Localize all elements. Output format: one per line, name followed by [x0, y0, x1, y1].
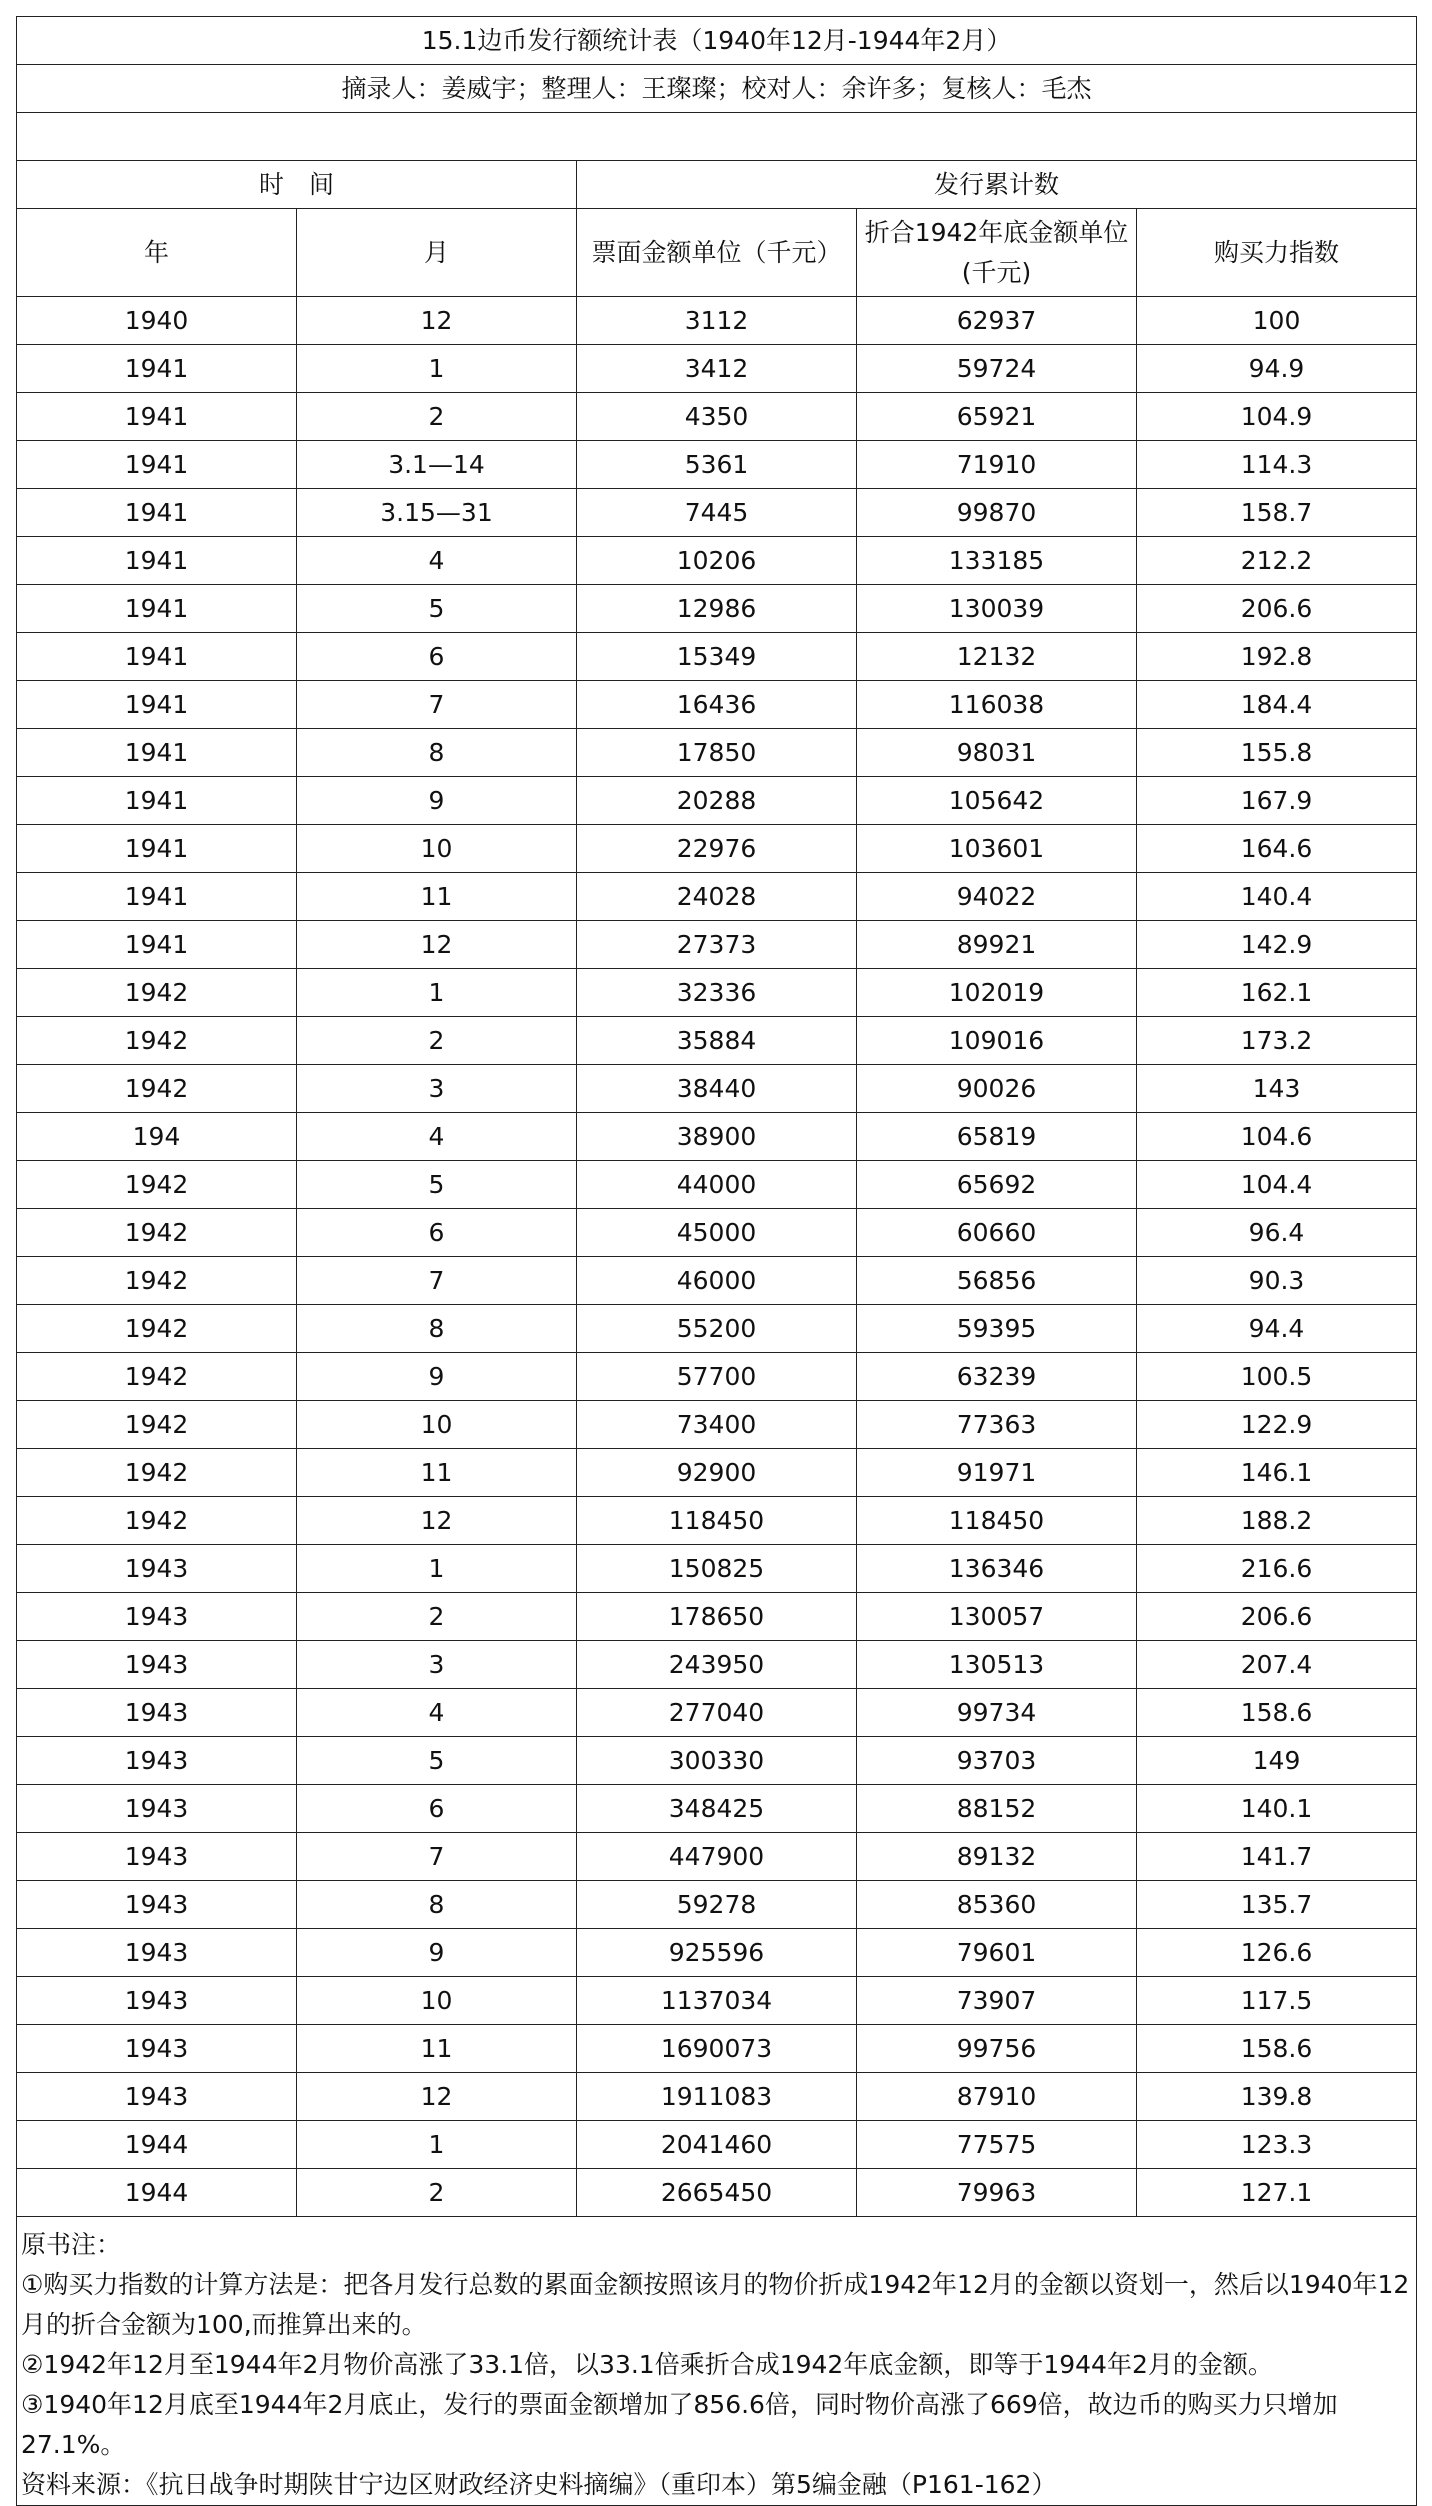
cell-month: 3.1—14: [297, 441, 577, 489]
cell-year: 1942: [17, 1353, 297, 1401]
cell-converted-value: 94022: [857, 873, 1137, 921]
cell-face-value: 2665450: [577, 2169, 857, 2217]
cell-face-value: 22976: [577, 825, 857, 873]
table-row: [17, 1257, 1417, 1305]
table-row: [17, 633, 1417, 681]
cell-purchasing-power-index: 158.6: [1137, 1689, 1417, 1737]
cell-month: 1: [297, 1545, 577, 1593]
cell-purchasing-power-index: 90.3: [1137, 1257, 1417, 1305]
cell-month: 4: [297, 1113, 577, 1161]
cell-converted-value: 90026: [857, 1065, 1137, 1113]
cell-converted-value: 130057: [857, 1593, 1137, 1641]
cell-year: 1942: [17, 1401, 297, 1449]
table-row: [17, 1785, 1417, 1833]
cell-month: 11: [297, 1449, 577, 1497]
cell-month: 10: [297, 825, 577, 873]
cell-converted-value: 118450: [857, 1497, 1137, 1545]
cell-purchasing-power-index: 184.4: [1137, 681, 1417, 729]
cell-purchasing-power-index: 114.3: [1137, 441, 1417, 489]
cell-face-value: 46000: [577, 1257, 857, 1305]
cell-year: 1943: [17, 1833, 297, 1881]
header-time: 时 间: [17, 161, 577, 209]
table-row: [17, 921, 1417, 969]
table-row: [17, 1161, 1417, 1209]
cell-purchasing-power-index: 207.4: [1137, 1641, 1417, 1689]
cell-purchasing-power-index: 94.9: [1137, 345, 1417, 393]
cell-converted-value: 65819: [857, 1113, 1137, 1161]
note-3: ③1940年12月底至1944年2月底止，发行的票面金额增加了856.6倍，同时物价高涨了669倍，故边币的购买力只增加27.1%。: [21, 2390, 1338, 2459]
cell-year: 1942: [17, 1497, 297, 1545]
table-row: [17, 1017, 1417, 1065]
header-year: 年: [17, 209, 297, 297]
note-2: ②1942年12月至1944年2月物价高涨了33.1倍，以33.1倍乘折合成1942年底金额，即等于1944年2月的金额。: [21, 2350, 1273, 2379]
cell-year: 1942: [17, 1257, 297, 1305]
cell-month: 5: [297, 585, 577, 633]
cell-purchasing-power-index: 127.1: [1137, 2169, 1417, 2217]
table-row: [17, 1353, 1417, 1401]
cell-purchasing-power-index: 146.1: [1137, 1449, 1417, 1497]
cell-converted-value: 91971: [857, 1449, 1137, 1497]
cell-converted-value: 65921: [857, 393, 1137, 441]
cell-year: 1943: [17, 1689, 297, 1737]
cell-month: 5: [297, 1161, 577, 1209]
cell-converted-value: 89921: [857, 921, 1137, 969]
table-row: [17, 1497, 1417, 1545]
table-row: [17, 969, 1417, 1017]
table-row: [17, 393, 1417, 441]
cell-month: 9: [297, 1929, 577, 1977]
cell-year: 1941: [17, 585, 297, 633]
table-row: [17, 1209, 1417, 1257]
table-row: [17, 2169, 1417, 2217]
cell-month: 2: [297, 2169, 577, 2217]
cell-converted-value: 133185: [857, 537, 1137, 585]
cell-month: 7: [297, 1257, 577, 1305]
cell-year: 1941: [17, 729, 297, 777]
cell-face-value: 10206: [577, 537, 857, 585]
cell-face-value: 38900: [577, 1113, 857, 1161]
cell-face-value: 300330: [577, 1737, 857, 1785]
cell-converted-value: 62937: [857, 297, 1137, 345]
cell-face-value: 55200: [577, 1305, 857, 1353]
table-row: [17, 489, 1417, 537]
cell-purchasing-power-index: 104.9: [1137, 393, 1417, 441]
cell-converted-value: 105642: [857, 777, 1137, 825]
table-row: [17, 1113, 1417, 1161]
cell-converted-value: 12132: [857, 633, 1137, 681]
cell-converted-value: 87910: [857, 2073, 1137, 2121]
note-1: ①购买力指数的计算方法是：把各月发行总数的累面金额按照该月的物价折成1942年12月的金额以资划一，然后以1940年12月的折合金额为100,而推算出来的。: [21, 2270, 1410, 2339]
cell-year: 1942: [17, 969, 297, 1017]
cell-face-value: 16436: [577, 681, 857, 729]
table-row: [17, 1737, 1417, 1785]
cell-purchasing-power-index: 142.9: [1137, 921, 1417, 969]
cell-purchasing-power-index: 122.9: [1137, 1401, 1417, 1449]
cell-purchasing-power-index: 206.6: [1137, 585, 1417, 633]
cell-face-value: 59278: [577, 1881, 857, 1929]
table-row: [17, 537, 1417, 585]
cell-face-value: 348425: [577, 1785, 857, 1833]
table-row: [17, 1305, 1417, 1353]
cell-month: 2: [297, 1017, 577, 1065]
cell-month: 7: [297, 1833, 577, 1881]
cell-month: 10: [297, 1401, 577, 1449]
table-row: [17, 585, 1417, 633]
cell-purchasing-power-index: 139.8: [1137, 2073, 1417, 2121]
cell-converted-value: 60660: [857, 1209, 1137, 1257]
cell-converted-value: 65692: [857, 1161, 1137, 1209]
table-row: [17, 2025, 1417, 2073]
cell-converted-value: 130039: [857, 585, 1137, 633]
cell-year: 1942: [17, 1449, 297, 1497]
cell-purchasing-power-index: 192.8: [1137, 633, 1417, 681]
cell-converted-value: 99734: [857, 1689, 1137, 1737]
cell-month: 9: [297, 1353, 577, 1401]
cell-purchasing-power-index: 141.7: [1137, 1833, 1417, 1881]
cell-face-value: 4350: [577, 393, 857, 441]
cell-purchasing-power-index: 149: [1137, 1737, 1417, 1785]
cell-face-value: 447900: [577, 1833, 857, 1881]
cell-face-value: 44000: [577, 1161, 857, 1209]
cell-purchasing-power-index: 123.3: [1137, 2121, 1417, 2169]
cell-converted-value: 116038: [857, 681, 1137, 729]
cell-face-value: 73400: [577, 1401, 857, 1449]
cell-year: 1942: [17, 1017, 297, 1065]
cell-face-value: 3412: [577, 345, 857, 393]
cell-year: 1944: [17, 2169, 297, 2217]
cell-year: 1941: [17, 921, 297, 969]
table-row: [17, 1545, 1417, 1593]
cell-converted-value: 59395: [857, 1305, 1137, 1353]
cell-purchasing-power-index: 206.6: [1137, 1593, 1417, 1641]
cell-converted-value: 103601: [857, 825, 1137, 873]
credits-line: 摘录人：姜威宇；整理人：王璨璨；校对人：余许多；复核人：毛杰: [17, 65, 1417, 113]
cell-month: 4: [297, 537, 577, 585]
cell-month: 10: [297, 1977, 577, 2025]
cell-year: 1943: [17, 1881, 297, 1929]
cell-month: 7: [297, 681, 577, 729]
cell-face-value: 277040: [577, 1689, 857, 1737]
cell-purchasing-power-index: 164.6: [1137, 825, 1417, 873]
cell-converted-value: 77575: [857, 2121, 1137, 2169]
cell-face-value: 92900: [577, 1449, 857, 1497]
cell-month: 6: [297, 1785, 577, 1833]
cell-month: 6: [297, 633, 577, 681]
cell-face-value: 20288: [577, 777, 857, 825]
cell-year: 1941: [17, 441, 297, 489]
cell-face-value: 57700: [577, 1353, 857, 1401]
cell-month: 4: [297, 1689, 577, 1737]
cell-year: 1942: [17, 1065, 297, 1113]
cell-year: 1943: [17, 1641, 297, 1689]
cell-year: 1943: [17, 2025, 297, 2073]
cell-year: 1941: [17, 873, 297, 921]
cell-year: 1943: [17, 2073, 297, 2121]
cell-face-value: 7445: [577, 489, 857, 537]
cell-converted-value: 93703: [857, 1737, 1137, 1785]
table-row: [17, 681, 1417, 729]
table-row: [17, 2121, 1417, 2169]
cell-purchasing-power-index: 100: [1137, 297, 1417, 345]
cell-month: 3.15—31: [297, 489, 577, 537]
cell-face-value: 1137034: [577, 1977, 857, 2025]
table-row: [17, 729, 1417, 777]
cell-purchasing-power-index: 140.4: [1137, 873, 1417, 921]
cell-purchasing-power-index: 216.6: [1137, 1545, 1417, 1593]
cell-year: 1943: [17, 1977, 297, 2025]
cell-face-value: 24028: [577, 873, 857, 921]
table-row: [17, 1977, 1417, 2025]
cell-year: 194: [17, 1113, 297, 1161]
cell-face-value: 15349: [577, 633, 857, 681]
cell-year: 1941: [17, 633, 297, 681]
table-row: [17, 1065, 1417, 1113]
cell-month: 12: [297, 921, 577, 969]
header-cumulative: 发行累计数: [577, 161, 1417, 209]
table-title: 15.1边币发行额统计表（1940年12月-1944年2月）: [17, 17, 1417, 65]
table-row: [17, 1689, 1417, 1737]
notes-cell: [17, 2217, 1417, 2506]
table-row: [17, 297, 1417, 345]
header-face-value: 票面金额单位（千元）: [577, 209, 857, 297]
cell-month: 11: [297, 873, 577, 921]
cell-converted-value: 98031: [857, 729, 1137, 777]
cell-face-value: 32336: [577, 969, 857, 1017]
cell-year: 1941: [17, 681, 297, 729]
cell-face-value: 2041460: [577, 2121, 857, 2169]
cell-face-value: 45000: [577, 1209, 857, 1257]
cell-month: 11: [297, 2025, 577, 2073]
table-row: [17, 1593, 1417, 1641]
blank-row: [17, 113, 1417, 161]
cell-purchasing-power-index: 158.7: [1137, 489, 1417, 537]
table-row: [17, 1641, 1417, 1689]
cell-converted-value: 85360: [857, 1881, 1137, 1929]
cell-year: 1943: [17, 1593, 297, 1641]
source-note: 资料来源：《抗日战争时期陕甘宁边区财政经济史料摘编》（重印本）第5编金融（P161-162）: [21, 2470, 1057, 2499]
cell-face-value: 3112: [577, 297, 857, 345]
cell-purchasing-power-index: 158.6: [1137, 2025, 1417, 2073]
cell-purchasing-power-index: 94.4: [1137, 1305, 1417, 1353]
cell-purchasing-power-index: 126.6: [1137, 1929, 1417, 1977]
cell-purchasing-power-index: 143: [1137, 1065, 1417, 1113]
cell-converted-value: 99870: [857, 489, 1137, 537]
cell-purchasing-power-index: 100.5: [1137, 1353, 1417, 1401]
table-row: [17, 825, 1417, 873]
table-row: [17, 2073, 1417, 2121]
cell-month: 3: [297, 1641, 577, 1689]
cell-face-value: 243950: [577, 1641, 857, 1689]
cell-converted-value: 79963: [857, 2169, 1137, 2217]
cell-month: 9: [297, 777, 577, 825]
cell-purchasing-power-index: 188.2: [1137, 1497, 1417, 1545]
header-month: 月: [297, 209, 577, 297]
cell-year: 1942: [17, 1209, 297, 1257]
cell-purchasing-power-index: 104.4: [1137, 1161, 1417, 1209]
table-row: [17, 873, 1417, 921]
cell-month: 8: [297, 729, 577, 777]
cell-year: 1941: [17, 777, 297, 825]
cell-converted-value: 71910: [857, 441, 1137, 489]
cell-year: 1940: [17, 297, 297, 345]
cell-month: 8: [297, 1881, 577, 1929]
cell-converted-value: 73907: [857, 1977, 1137, 2025]
cell-purchasing-power-index: 140.1: [1137, 1785, 1417, 1833]
cell-year: 1941: [17, 393, 297, 441]
cell-purchasing-power-index: 162.1: [1137, 969, 1417, 1017]
cell-month: 2: [297, 393, 577, 441]
cell-face-value: 178650: [577, 1593, 857, 1641]
cell-face-value: 118450: [577, 1497, 857, 1545]
cell-converted-value: 99756: [857, 2025, 1137, 2073]
issuance-statistics-table: [16, 16, 1417, 2506]
cell-month: 1: [297, 969, 577, 1017]
notes-heading: 原书注：: [21, 2230, 122, 2259]
table-row: [17, 1881, 1417, 1929]
cell-year: 1943: [17, 1737, 297, 1785]
cell-month: 5: [297, 1737, 577, 1785]
cell-purchasing-power-index: 173.2: [1137, 1017, 1417, 1065]
cell-year: 1942: [17, 1305, 297, 1353]
cell-year: 1943: [17, 1545, 297, 1593]
cell-converted-value: 59724: [857, 345, 1137, 393]
cell-converted-value: 89132: [857, 1833, 1137, 1881]
cell-year: 1943: [17, 1785, 297, 1833]
cell-face-value: 35884: [577, 1017, 857, 1065]
table-row: [17, 1449, 1417, 1497]
cell-converted-value: 136346: [857, 1545, 1137, 1593]
table-row: [17, 1929, 1417, 1977]
cell-face-value: 17850: [577, 729, 857, 777]
header-purchasing-power-index: 购买力指数: [1137, 209, 1417, 297]
cell-year: 1944: [17, 2121, 297, 2169]
cell-face-value: 5361: [577, 441, 857, 489]
cell-purchasing-power-index: 135.7: [1137, 1881, 1417, 1929]
cell-purchasing-power-index: 117.5: [1137, 1977, 1417, 2025]
cell-month: 2: [297, 1593, 577, 1641]
cell-purchasing-power-index: 167.9: [1137, 777, 1417, 825]
cell-face-value: 1911083: [577, 2073, 857, 2121]
cell-month: 12: [297, 297, 577, 345]
cell-year: 1942: [17, 1161, 297, 1209]
cell-year: 1941: [17, 537, 297, 585]
cell-year: 1941: [17, 489, 297, 537]
cell-month: 3: [297, 1065, 577, 1113]
cell-face-value: 150825: [577, 1545, 857, 1593]
table-row: [17, 441, 1417, 489]
cell-purchasing-power-index: 212.2: [1137, 537, 1417, 585]
cell-converted-value: 77363: [857, 1401, 1137, 1449]
cell-converted-value: 88152: [857, 1785, 1137, 1833]
cell-purchasing-power-index: 104.6: [1137, 1113, 1417, 1161]
header-converted-value: 折合1942年底金额单位(千元): [857, 209, 1137, 297]
cell-month: 1: [297, 345, 577, 393]
cell-face-value: 12986: [577, 585, 857, 633]
cell-month: 6: [297, 1209, 577, 1257]
cell-converted-value: 79601: [857, 1929, 1137, 1977]
cell-converted-value: 130513: [857, 1641, 1137, 1689]
table-row: [17, 1833, 1417, 1881]
cell-year: 1941: [17, 825, 297, 873]
table-row: [17, 345, 1417, 393]
cell-face-value: 1690073: [577, 2025, 857, 2073]
cell-face-value: 38440: [577, 1065, 857, 1113]
cell-month: 12: [297, 1497, 577, 1545]
cell-purchasing-power-index: 155.8: [1137, 729, 1417, 777]
cell-converted-value: 109016: [857, 1017, 1137, 1065]
table-row: [17, 777, 1417, 825]
cell-month: 12: [297, 2073, 577, 2121]
cell-month: 1: [297, 2121, 577, 2169]
cell-month: 8: [297, 1305, 577, 1353]
cell-face-value: 27373: [577, 921, 857, 969]
cell-year: 1943: [17, 1929, 297, 1977]
cell-purchasing-power-index: 96.4: [1137, 1209, 1417, 1257]
cell-face-value: 925596: [577, 1929, 857, 1977]
cell-converted-value: 102019: [857, 969, 1137, 1017]
cell-year: 1941: [17, 345, 297, 393]
cell-converted-value: 56856: [857, 1257, 1137, 1305]
cell-converted-value: 63239: [857, 1353, 1137, 1401]
table-row: [17, 1401, 1417, 1449]
